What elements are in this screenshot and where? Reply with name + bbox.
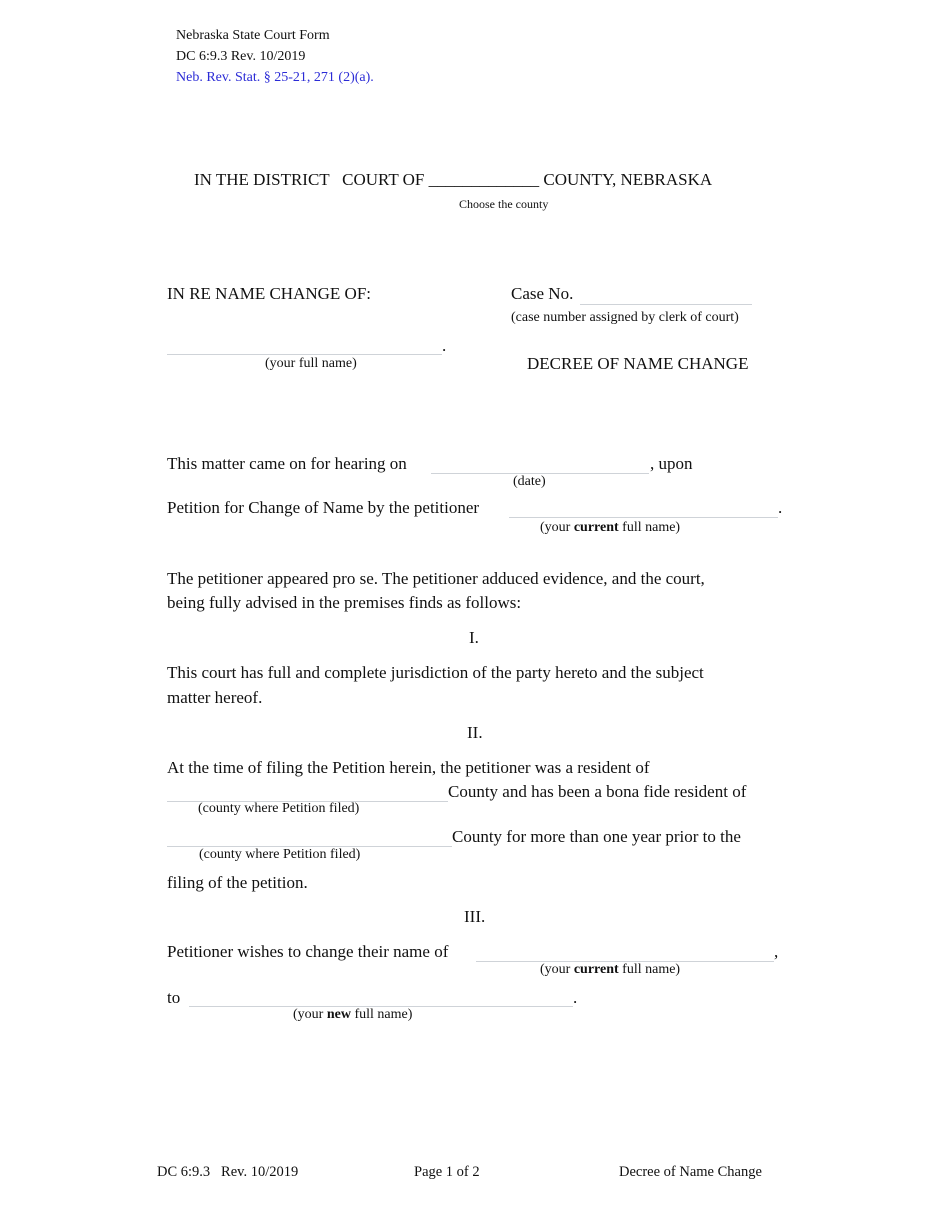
county-filed-hint-2: (county where Petition filed) — [199, 847, 361, 862]
section-iii-heading: III. — [464, 907, 486, 926]
county-filed-field-2[interactable] — [167, 828, 452, 847]
section-ii-county-2-text: County for more than one year prior to the — [452, 827, 741, 846]
hearing-text: This matter came on for hearing on — [167, 454, 407, 473]
current-name-field[interactable] — [509, 499, 778, 518]
section-iii-comma: , — [774, 942, 779, 961]
footer-form-id: DC 6:9.3 Rev. 10/2019 — [157, 1164, 299, 1180]
appeared-line-2: being fully advised in the premises finds as follows: — [167, 593, 522, 612]
full-name-hint: (your full name) — [265, 356, 357, 371]
footer-page-number: Page 1 of 2 — [414, 1164, 480, 1180]
section-i-line-2: matter hereof. — [167, 688, 263, 707]
decree-title: DECREE OF NAME CHANGE — [527, 354, 749, 373]
statute-link[interactable]: Neb. Rev. Stat. § 25-21, 271 (2)(a). — [176, 70, 374, 85]
court-line — [194, 170, 712, 190]
case-no-hint: (case number assigned by clerk of court) — [511, 310, 739, 325]
section-ii-line-end: filing of the petition. — [167, 873, 308, 892]
section-i-line-1: This court has full and complete jurisdiction of the party hereto and the subject — [167, 663, 704, 682]
petitioner-name-field[interactable] — [167, 336, 442, 355]
appeared-line-1: The petitioner appeared pro se. The petitioner adduced evidence, and the court, — [167, 569, 705, 588]
to-period: . — [573, 988, 578, 1007]
county-filed-field-1[interactable] — [167, 783, 448, 802]
county-hint: Choose the county — [459, 197, 549, 211]
section-iii-text: Petitioner wishes to change their name of — [167, 942, 449, 961]
section-ii-line-1: At the time of filing the Petition herein, the petitioner was a resident of — [167, 758, 650, 777]
court-suffix: COUNTY, NEBRASKA — [543, 170, 713, 189]
form-name: Nebraska State Court Form — [176, 28, 330, 43]
hearing-date-field[interactable] — [431, 455, 649, 474]
date-hint: (date) — [513, 474, 546, 489]
court-prefix: IN THE DISTRICT COURT OF — [194, 170, 425, 189]
section-ii-heading: II. — [467, 723, 483, 742]
section-i-heading: I. — [469, 628, 479, 647]
section-ii-county-1-text: County and has been a bona fide resident of — [448, 782, 747, 801]
in-re-label: IN RE NAME CHANGE OF: — [167, 284, 371, 303]
case-no-label: Case No. — [511, 284, 574, 303]
petition-text: Petition for Change of Name by the petitioner — [167, 498, 480, 517]
new-name-field[interactable] — [189, 988, 573, 1007]
county-select[interactable]: _____________ — [428, 170, 540, 189]
name-period: . — [442, 336, 447, 355]
form-revision: DC 6:9.3 Rev. 10/2019 — [176, 49, 306, 64]
county-filed-hint-1: (county where Petition filed) — [198, 801, 360, 816]
hearing-upon: , upon — [650, 454, 693, 473]
case-number-field[interactable] — [580, 286, 752, 305]
current-name-field-2[interactable] — [476, 943, 774, 962]
to-label: to — [167, 988, 181, 1007]
petition-period: . — [778, 498, 783, 517]
new-name-hint: (your new full name) — [293, 1007, 413, 1022]
current-name-hint-2: (your current full name) — [540, 962, 681, 977]
current-name-hint: (your current full name) — [540, 520, 681, 535]
footer-doc-title: Decree of Name Change — [619, 1164, 762, 1180]
